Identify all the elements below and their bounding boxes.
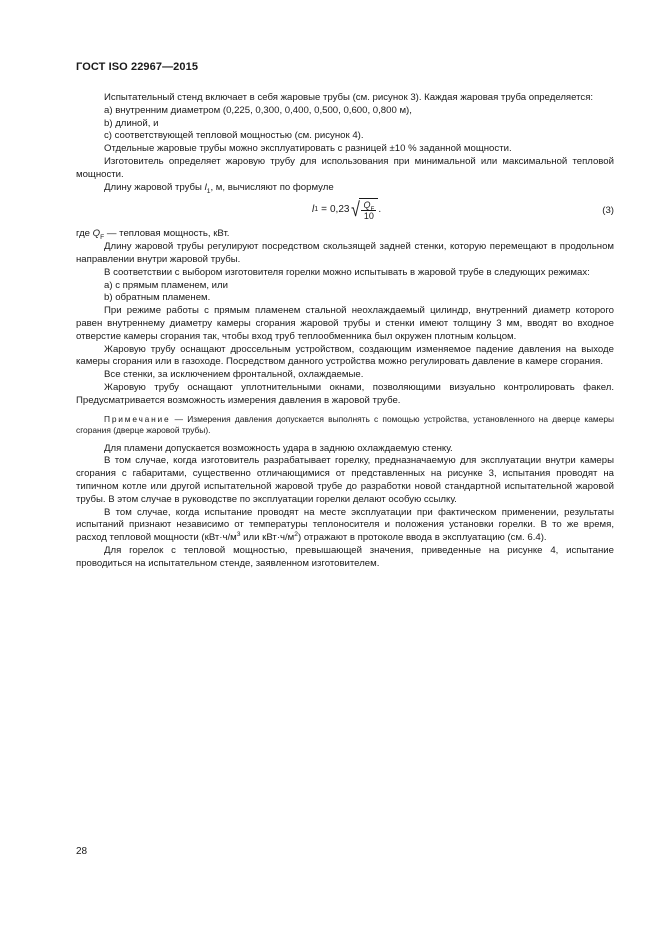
list-item: a) внутренним диаметром (0,225, 0,300, 0,400, 0,500, 0,600, 0,800 м),	[104, 104, 412, 116]
paragraph-where: где $Q_F$ — тепловая мощность, кВт.	[76, 228, 230, 242]
paragraph-test-stand: Испытательный стенд включает в себя жаровые трубы (см. рисунок 3). Каждая жаровая труба определяется:	[104, 92, 594, 103]
paragraph-walls: Все стенки, за исключением фронтальной, охлаждаемые.	[104, 369, 364, 381]
paragraph-power-tolerance: Отдельные жаровые трубы можно эксплуатировать с разницей ±10 % заданной мощности.	[104, 143, 512, 155]
square-root	[350, 198, 378, 222]
paragraph-sliding-wall: Длину жаровой трубы регулируют посредством скользящей задней стенки, которую перемещают в продольном направлении внутри жаровой трубы.	[76, 241, 614, 265]
list-item: c) соответствующей тепловой мощностью (см. рисунок 4).	[104, 130, 364, 142]
coefficient: 0,23	[329, 203, 350, 215]
list-item: b) обратным пламенем.	[104, 292, 211, 304]
list-item: a) с прямым пламенем, или	[104, 279, 228, 291]
page-number: 28	[76, 846, 88, 857]
radical-icon: √	[351, 199, 361, 222]
paragraph-field-test: В том случае, когда испытание проводят на месте эксплуатации при фактическом применении, результаты испытаний признают независимо от температуры теплоносителя и положения установки горелки. В то же время, расход тепловой мощности ($кВт\cdot ч/м^3$ или $кВт\cdot ч/м^2$) отражают в протоколе ввода в эксплуатацию (см. 6.4).	[76, 506, 614, 544]
variable-l: l	[204, 181, 207, 193]
document-code: ГОСТ ISO 22967—2015	[76, 61, 199, 73]
fraction: $\frac{Q_F}{10}$	[363, 200, 375, 222]
note: Примечание — Измерения давления допускается выполнять с помощью устройства, установленного на дверце камеры сгорания (дверце жаровой трубы).	[76, 413, 614, 436]
list-item: b) длиной, и	[104, 117, 159, 129]
paragraph-high-power: Для горелок с тепловой мощностью, превышающей значения, приведенные на рисунке 4, испытание проводиться на испытательном стенде, заявленном изготовителем.	[76, 544, 614, 569]
paragraph-custom-chamber: В том случае, когда изготовитель разрабатывает горелку, предназначаемую для эксплуатации внутри камеры сгорания с габаритами, существенно отличающимися от представленных на рисунке 3, испытания проводят на типичном котле или другой испытательной жаровой трубе до разработки новой стандартной испытательной жаровой трубы. В этом случае в руководстве по эксплуатации горелки делают особую ссылку.	[76, 455, 614, 505]
note-label: Примечание	[104, 413, 171, 424]
paragraph-throttle: Жаровую трубу оснащают дроссельным устройством, создающим изменяемое падение давления на выходе камеры сгорания или в газоходе. Посредством данного устройства можно регулировать давление в камере сгорания.	[76, 343, 614, 368]
document-body	[76, 92, 614, 571]
paragraph-direct-flame: При режиме работы с прямым пламенем стальной неохлаждаемый цилиндр, внутренний диаметр которого равен внутреннему диаметру камеры сгорания жаровой трубы и стенки имеют толщину 3 мм, вводят во входное отверстие камеры сгорания так, чтобы вход труб теплообменника был окружен плотным кольцом.	[76, 305, 614, 342]
paragraph-windows: Жаровую трубу оснащают уплотнительными окнами, позволяющими визуально контролировать факел. Предусматривается возможность измерения давления в жаровой трубе.	[76, 381, 614, 406]
paragraph-formula-intro: Длину жаровой трубы $l_1$, м, вычисляют по формуле	[104, 181, 334, 195]
formula-expression: l 1 = 0,23 √ $\frac{Q_F}{10}$ .	[312, 199, 382, 222]
paragraph-test-modes: В соответствии с выбором изготовителя горелки можно испытывать в жаровой трубе в следующих режимах:	[104, 266, 590, 278]
paragraph-flame-impact: Для пламени допускается возможность удара в заднюю охлаждаемую стенку.	[104, 442, 453, 454]
equals-sign: =	[321, 203, 327, 215]
formula-3	[76, 196, 614, 226]
paragraph-manufacturer-choice: Изготовитель определяет жаровую трубу для использования при минимальной или максимальной тепловой мощности.	[76, 155, 614, 180]
formula-number: (3)	[602, 205, 614, 217]
